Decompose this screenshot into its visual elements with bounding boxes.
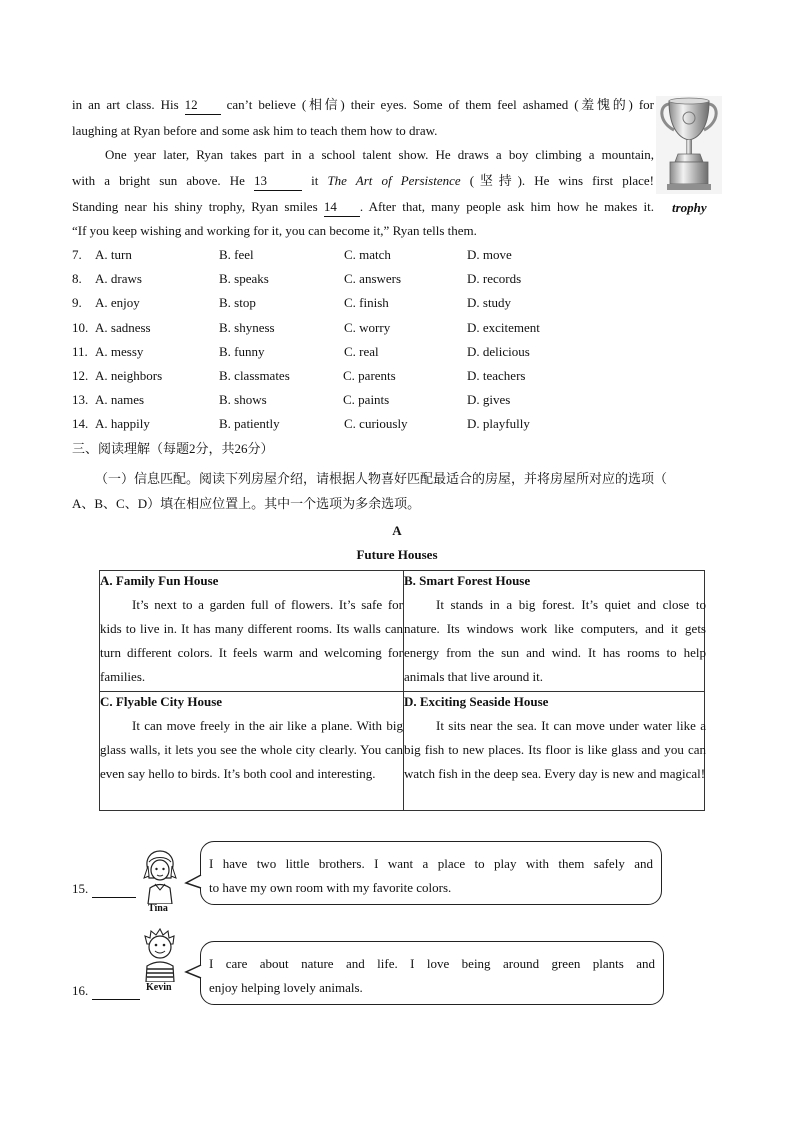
house-a-text: It’s next to a garden full of flowers. It’s safe for kids to live in. It has many different rooms. Its walls can turn different colors. It feels warm and welcoming for families. [100, 597, 403, 684]
boy-icon [138, 926, 182, 982]
story-line-3: One year later, Ryan takes part in a school talent show. He draws a boy climbing a mountain, [105, 147, 654, 162]
option-a[interactable]: A. messy [95, 344, 144, 359]
house-a-cell [100, 571, 403, 691]
option-a[interactable]: A. happily [95, 416, 150, 431]
house-b-cell [404, 571, 706, 691]
girl-icon [140, 848, 180, 904]
question-num: 10. [72, 320, 89, 335]
house-b-text: It stands in a big forest. It’s quiet and close to nature. Its windows work like computers, and it gets energy from the sun and wind. It has rooms to help animals that live around it. [404, 597, 706, 684]
option-d[interactable]: D. teachers [467, 368, 526, 383]
option-d[interactable]: D. delicious [467, 344, 530, 359]
question-num: 13. [72, 392, 89, 407]
option-a[interactable]: A. sadness [95, 320, 151, 335]
option-d[interactable]: D. study [467, 295, 512, 310]
blank-12[interactable]: 12 [185, 96, 221, 115]
house-b-title: B. Smart Forest House [404, 573, 531, 588]
question-num: 12. [72, 368, 89, 383]
option-c[interactable]: C. match [344, 247, 391, 262]
answer-blank-15[interactable] [92, 883, 136, 898]
tina-line-2: to have my own room with my favorite colors. [209, 880, 452, 895]
question-16: 16. [72, 982, 140, 1000]
question-num: 7. [72, 247, 82, 262]
blank-13[interactable]: 13 [254, 172, 302, 191]
option-c[interactable]: C. real [344, 344, 379, 359]
house-a-title: A. Family Fun House [100, 573, 219, 588]
bubble-tail-icon [184, 964, 204, 980]
house-c-text: It can move freely in the air like a plane. With big glass walls, it lets you see the whole city clearly. You can even say hello to birds. It’s both cool and interesting. [100, 718, 403, 781]
question-num: 11. [72, 344, 88, 359]
option-c[interactable]: C. answers [344, 271, 402, 286]
bubble-tail-icon [184, 874, 204, 890]
question-num: 14. [72, 416, 89, 431]
passage-title: Future Houses [356, 547, 438, 562]
artwork-title: The Art of Persistence [327, 173, 461, 188]
option-d[interactable]: D. gives [467, 392, 511, 407]
option-b[interactable]: B. patiently [219, 416, 280, 431]
story-line-2: laughing at Ryan before and some ask him to teach them how to draw. [72, 123, 438, 138]
kevin-line-2: enjoy helping lovely animals. [209, 980, 363, 995]
house-d-text: It sits near the sea. It can move under water like a big fish to new places. Its floor is like glass and you can watch fish in the deep sea. Every day is new and magical! [404, 718, 706, 781]
tina-name: Tina [148, 903, 168, 914]
option-d[interactable]: D. playfully [467, 416, 530, 431]
option-b[interactable]: B. feel [219, 247, 254, 262]
option-b[interactable]: B. speaks [219, 271, 269, 286]
kevin-line-1: I care about nature and life. I love being around green plants and [209, 956, 655, 971]
option-b[interactable]: B. classmates [219, 368, 290, 383]
story-line-1: in an art class. His 12 can’t believe (相信) their eyes. Some of them feel ashamed (羞愧的) for [72, 96, 654, 115]
question-num: 8. [72, 271, 82, 286]
option-b[interactable]: B. shows [219, 392, 267, 407]
option-a[interactable]: A. names [95, 392, 145, 407]
story-line-6: “If you keep wishing and working for it, you can become it,” Ryan tells them. [72, 223, 477, 238]
story-line-4: with a bright sun above. He 13 it The Art of Persistence (坚持). He wins first place! [72, 172, 654, 191]
answer-blank-16[interactable] [92, 985, 140, 1000]
option-b[interactable]: B. funny [219, 344, 265, 359]
option-c[interactable]: C. finish [344, 295, 389, 310]
kevin-avatar [138, 926, 182, 996]
trophy-icon [656, 96, 722, 194]
option-c[interactable]: C. curiously [344, 416, 408, 431]
section-heading: 三、阅读理解（每题2分，共26分） [72, 441, 274, 456]
question-num: 9. [72, 295, 82, 310]
trophy-image [656, 96, 722, 194]
kevin-name: Kevin [146, 982, 172, 993]
option-d[interactable]: D. move [467, 247, 512, 262]
story-line-5: Standing near his shiny trophy, Ryan smiles 14 . After that, many people ask him how he makes it. [72, 198, 654, 217]
house-c-title: C. Flyable City House [100, 694, 223, 709]
option-a[interactable]: A. enjoy [95, 295, 140, 310]
kevin-speech-bubble [200, 941, 664, 1005]
option-c[interactable]: C. worry [344, 320, 391, 335]
option-d[interactable]: D. excitement [467, 320, 540, 335]
option-c[interactable]: C. paints [343, 392, 390, 407]
passage-letter: A [392, 523, 402, 538]
house-d-title: D. Exciting Seaside House [404, 694, 549, 709]
option-a[interactable]: A. neighbors [95, 368, 163, 383]
instruction-line-1: （一）信息匹配。阅读下列房屋介绍，请根据人物喜好匹配最适合的房屋，并将房屋所对应的选项（ [95, 471, 668, 486]
blank-14[interactable]: 14 [324, 198, 360, 217]
option-d[interactable]: D. records [467, 271, 522, 286]
question-15: 15. [72, 880, 136, 898]
option-b[interactable]: B. shyness [219, 320, 275, 335]
tina-avatar [140, 848, 180, 914]
instruction-line-2: A、B、C、D）填在相应位置上。其中一个选项为多余选项。 [72, 496, 421, 511]
trophy-caption: trophy [672, 200, 707, 215]
option-a[interactable]: A. turn [95, 247, 132, 262]
houses-table [99, 570, 705, 811]
house-c-cell [100, 692, 403, 812]
house-d-cell [404, 692, 706, 812]
tina-line-1: I have two little brothers. I want a place to play with them safely and [209, 856, 653, 871]
tina-speech-bubble [200, 841, 662, 905]
option-a[interactable]: A. draws [95, 271, 142, 286]
option-b[interactable]: B. stop [219, 295, 256, 310]
option-c[interactable]: C. parents [343, 368, 396, 383]
